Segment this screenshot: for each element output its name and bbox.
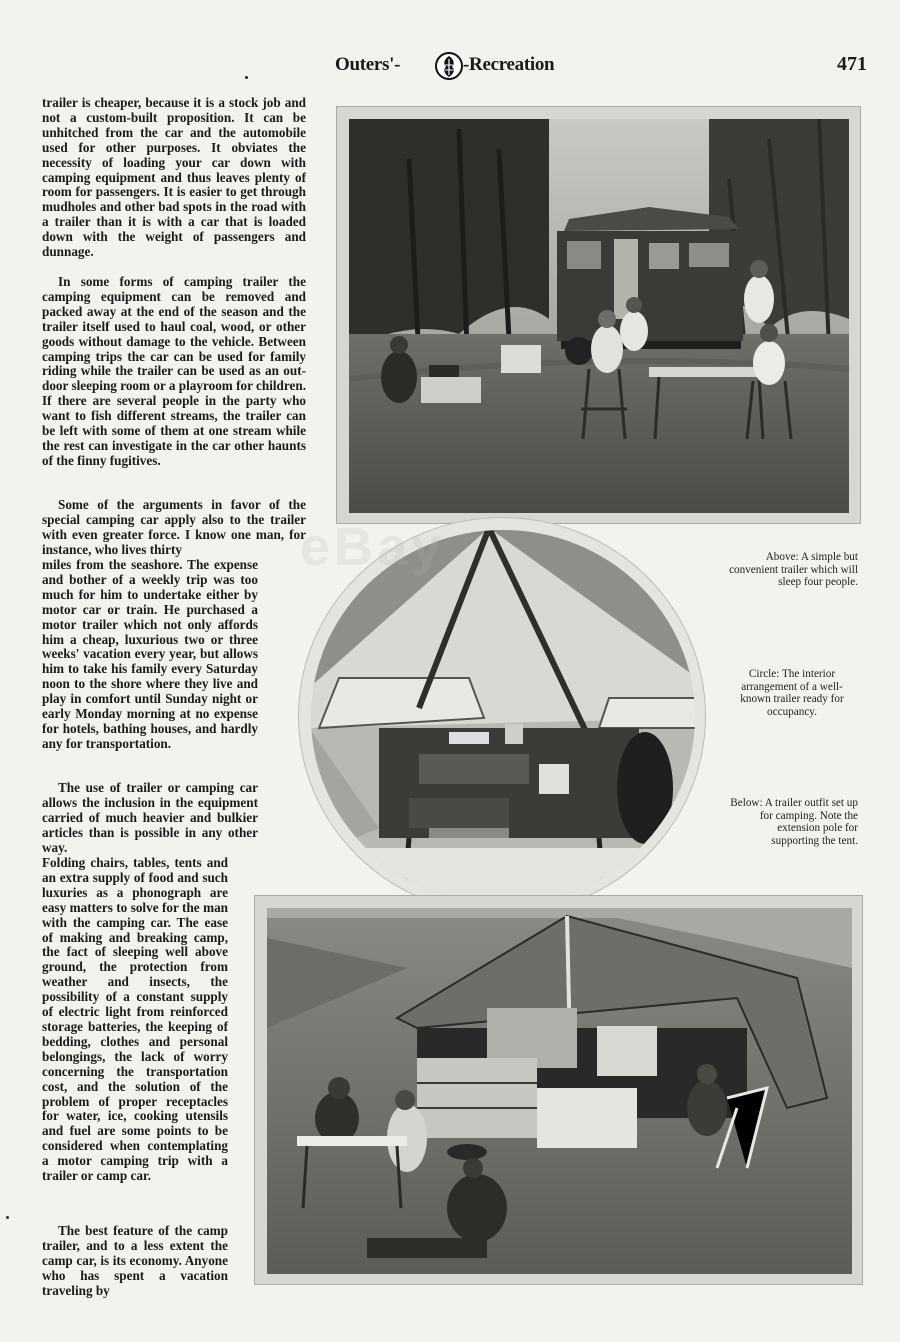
emblem-icon	[435, 51, 463, 81]
header-title-right: -Recreation	[463, 54, 555, 75]
margin-mark	[6, 1216, 9, 1219]
photo-trailer-interior	[298, 517, 706, 915]
caption-above: Above: A simple but convenient trailer which will sleep four people.	[729, 551, 858, 589]
article-paragraph-1: trailer is cheaper, because it is a stock job and not a custom-built proposition. It can be unhitched from the car and the automobile used for other purposes. It obviates the necessity of loading your car down with camping equipment and thus leaves plenty of room for passengers. It is easier to get through mudholes and other bad spots in the road with a trailer than it is with a car that is loaded down with the weight of passengers and dunnage.	[42, 95, 306, 260]
article-paragraph-3: Some of the arguments in favor of the special camping car apply also to the trailer with even greater force. I know one man, for instance, who lives thirty	[42, 497, 306, 557]
page-number: 471	[837, 53, 867, 75]
header-title-left: Outers'-	[335, 54, 401, 75]
photo-tent-outfit	[254, 895, 863, 1285]
caption-below: Below: A trailer outfit set up for camping. Note the extension pole for supporting the tent.	[730, 797, 858, 847]
article-paragraph-4: The use of trailer or camping car allows the inclusion in the equipment carried of much heavier and bulkier articles than is possible in any other way.	[42, 780, 258, 855]
page-header	[335, 52, 875, 84]
caption-circle: Circle: The interior arrangement of a well-known trailer ready for occupancy.	[740, 668, 844, 718]
article-paragraph-2: In some forms of camping trailer the camping equipment can be removed and packed away at the end of the season and the trailer itself used to haul coal, wood, or other goods without damage to the vehicle. Between camping trips the car can be used for family riding while the trailer can be used as an out-door sleeping room or a playroom for children. If there are several people in the party who want to fish different streams, the trailer can be left with some of them at one stream while the rest can investigate in the car other haunts of the finny fugitives.	[42, 274, 306, 468]
article-paragraph-3-cont: miles from the seashore. The expense and bother of a weekly trip was too much for him to undertake either by motor car or train. He purchased a motor trailer which not only affords him a cheap, luxurious two or three weeks' vacation every year, but allows him to take his family every Saturday noon to the shore where they live and play in comfort until Sunday night or early Monday morning at no expense for hotels, bathing houses, and hardly any for transportation.	[42, 557, 258, 751]
watermark: eBay	[300, 517, 446, 577]
article-paragraph-5: The best feature of the camp trailer, and to a less extent the camp car, is its economy. Anyone who has spent a vacation traveling by	[42, 1223, 228, 1298]
article-paragraph-4-cont: Folding chairs, tables, tents and an extra supply of food and such luxuries as a phonograph are easy matters to solve for the man with the camping car. The ease of making and breaking camp, the fact of sleeping well above ground, the protection from weather and insects, the possibility of a constant supply of electric light from reinforced storage batteries, the keeping of bedding, clothes and personal belongings, the lack of worry concerning the transportation cost, and the solution of the problem of proper receptacles for water, ice, cooking utensils and fuel are some points to be considered when contemplating a motor camping trip with a trailer or camp car.	[42, 855, 228, 1184]
header-dot	[245, 76, 248, 79]
photo-trailer-camp	[336, 106, 861, 524]
